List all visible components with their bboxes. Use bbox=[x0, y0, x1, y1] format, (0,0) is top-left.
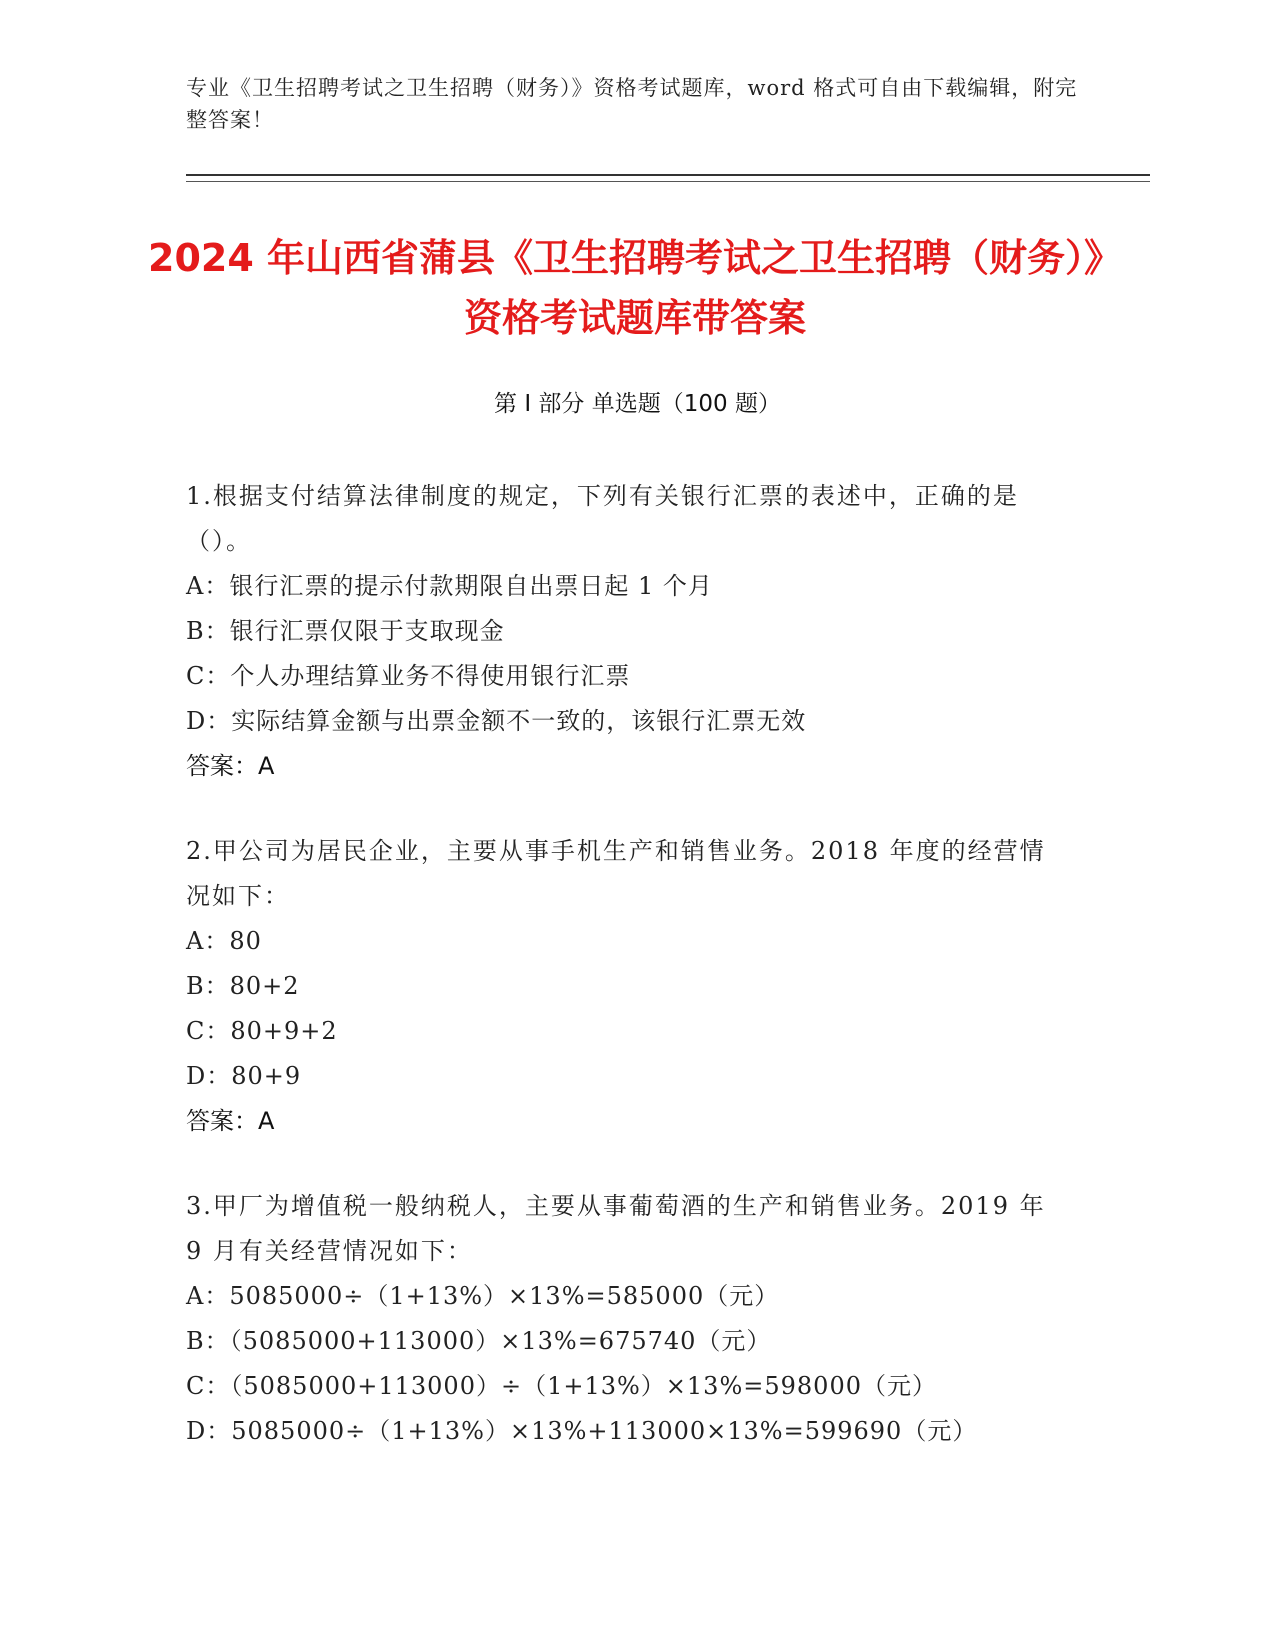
section-title: 第 I 部分 单选题（100 题） bbox=[494, 391, 781, 417]
option-d: D：5085000÷（1+13%）×13%+113000×13%=599690（元） bbox=[186, 1417, 978, 1445]
option-d: D：80+9 bbox=[186, 1062, 302, 1090]
option-c: C：80+9+2 bbox=[186, 1017, 338, 1045]
option-a: A：银行汇票的提示付款期限自出票日起 1 个月 bbox=[186, 572, 713, 600]
question-1 bbox=[186, 474, 1066, 789]
question-2 bbox=[186, 829, 1066, 1144]
option-c: C：个人办理结算业务不得使用银行汇票 bbox=[186, 662, 631, 690]
answer-line: 答案：A bbox=[186, 1107, 275, 1135]
question-3 bbox=[186, 1184, 1066, 1454]
question-stem: 1.根据支付结算法律制度的规定，下列有关银行汇票的表述中，正确的是（）。 bbox=[186, 482, 1019, 555]
option-c: C：（5085000+113000）÷（1+13%）×13%=598000（元） bbox=[186, 1372, 937, 1400]
option-d: D：实际结算金额与出票金额不一致的，该银行汇票无效 bbox=[186, 707, 807, 735]
question-stem: 3.甲厂为增值税一般纳税人，主要从事葡萄酒的生产和销售业务。2019 年 9 月有关经营情况如下： bbox=[186, 1192, 1046, 1265]
answer-line: 答案：A bbox=[186, 752, 275, 780]
option-a: A：80 bbox=[186, 927, 262, 955]
document-title: 2024 年山西省蒲县《卫生招聘考试之卫生招聘（财务）》资格考试题库带答案 bbox=[148, 236, 1122, 340]
option-b: B：80+2 bbox=[186, 972, 300, 1000]
header-divider-thin bbox=[186, 181, 1150, 182]
option-a: A：5085000÷（1+13%）×13%=585000（元） bbox=[186, 1282, 780, 1310]
header-divider-thick bbox=[186, 174, 1150, 176]
question-stem: 2.甲公司为居民企业，主要从事手机生产和销售业务。2018 年度的经营情况如下： bbox=[186, 837, 1046, 910]
option-b: B：（5085000+113000）×13%=675740（元） bbox=[186, 1327, 772, 1355]
option-b: B：银行汇票仅限于支取现金 bbox=[186, 617, 505, 645]
question-list bbox=[186, 474, 1066, 1494]
header-note: 专业《卫生招聘考试之卫生招聘（财务）》资格考试题库，word 格式可自由下载编辑，附完整答案！ bbox=[186, 76, 1078, 132]
